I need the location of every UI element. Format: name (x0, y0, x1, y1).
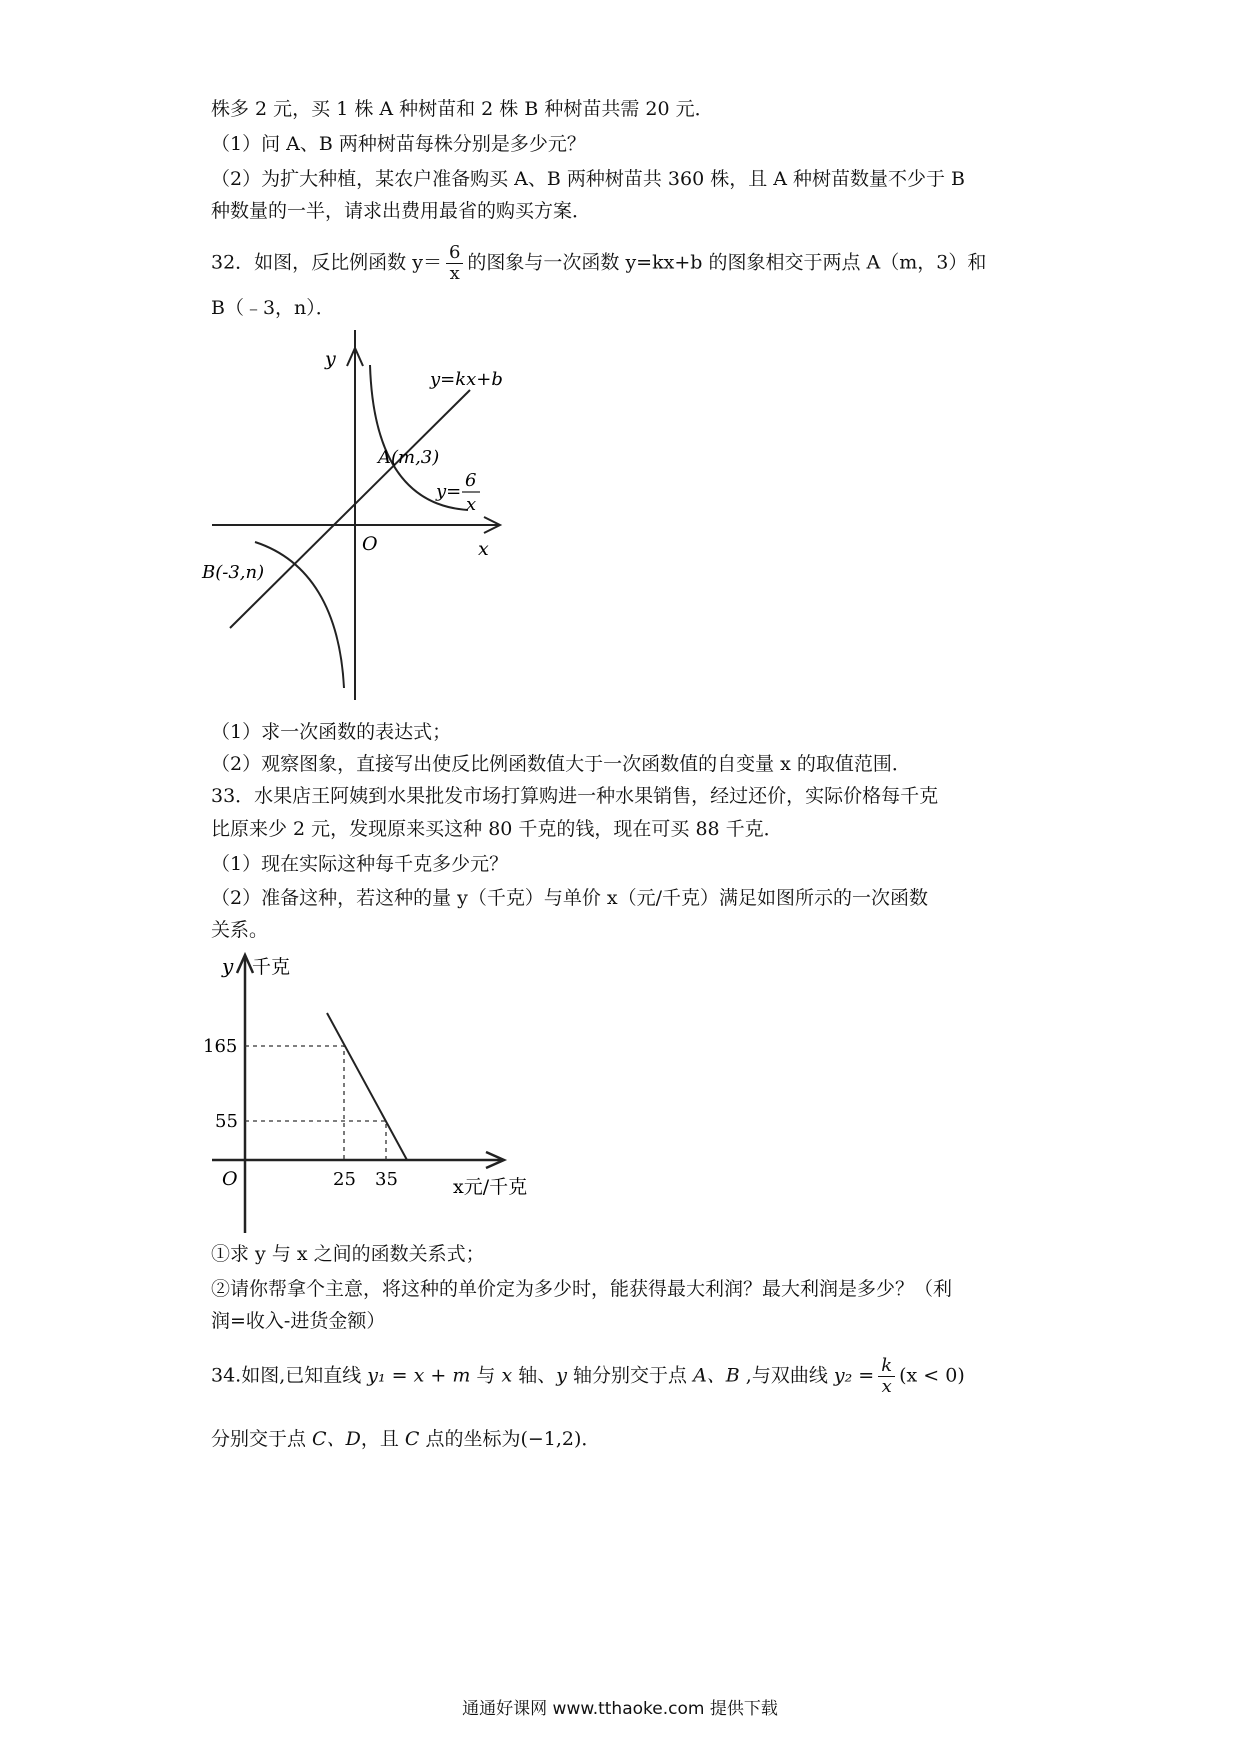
text-line: 比原来少 2 元，发现原来买这种 80 千克的钱，现在可买 88 千克． (211, 818, 783, 840)
fraction-numerator: k (878, 1356, 895, 1377)
hyperbola-branch-2 (255, 542, 344, 688)
hyperbola-label-denominator: x (466, 494, 477, 515)
y-axis-unit: 千克 (252, 956, 291, 978)
math-span: A、B (693, 1364, 740, 1387)
text-line: 润=收入-进货金额） (211, 1310, 386, 1332)
y-axis-label: y (325, 348, 336, 370)
text-span: 分别交于点 (211, 1428, 313, 1450)
text-span: ，且 (360, 1428, 405, 1450)
fraction-denominator: x (881, 1376, 892, 1397)
math-span: y₂ = (833, 1364, 875, 1387)
text-span: 轴分别交于点 (566, 1364, 694, 1387)
page-footer: 通通好课网 www.tthaoke.com 提供下载 (462, 1699, 778, 1719)
origin-label: O (362, 533, 378, 555)
point-b-label: B(-3,n) (202, 562, 265, 583)
point-a-label: A(m,3) (378, 447, 440, 468)
math-span: (x < 0) (899, 1364, 965, 1387)
question-33-part-2: （2）准备这种，若这种的量 y（千克）与单价 x（元/千克）满足如图所示的一次函数 (211, 887, 929, 909)
hyperbola-label-y: y= (436, 481, 462, 502)
question-31-part-2: （2）为扩大种植，某农户准备购买 A、B 两种树苗共 360 株，且 A 种树苗数量不少于 B (211, 168, 965, 190)
figure-inverse-function-graph (200, 330, 580, 710)
math-span: C (404, 1428, 420, 1450)
x-axis-label: x (478, 538, 489, 560)
text-line: 株多 2 元，买 1 株 A 种树苗和 2 株 B 种树苗共需 20 元． (211, 98, 714, 120)
figure-linear-relation-graph (200, 945, 560, 1235)
question-33-sub-2: ②请你帮拿个主意，将这种的单价定为多少时，能获得最大利润？最大利润是多少？（利 (211, 1278, 953, 1300)
y-tick-165: 165 (203, 1036, 238, 1057)
y-axis-label: y (222, 954, 234, 978)
text-line: 种数量的一半，请求出费用最省的购买方案． (211, 200, 592, 222)
question-34-stem (211, 1356, 965, 1397)
math-span: C、D (312, 1428, 361, 1450)
text-span: 32．如图，反比例函数 y＝ (211, 251, 442, 274)
guide-165 (245, 1046, 344, 1160)
text-line (211, 1426, 600, 1452)
math-span: y₁ = x + m (367, 1364, 471, 1387)
function-line (327, 1013, 407, 1160)
y-tick-55: 55 (215, 1111, 238, 1132)
question-33-sub-1: ①求 y 与 x 之间的函数关系式； (211, 1243, 485, 1265)
text-span: ,与双曲线 (739, 1364, 834, 1387)
text-line: 关系。 (211, 919, 269, 941)
question-32-part-1: （1）求一次函数的表达式； (211, 721, 452, 743)
fraction (446, 243, 463, 284)
origin-label: O (222, 1168, 238, 1190)
text-span: 34.如图,已知直线 (211, 1364, 368, 1387)
hyperbola-label-numerator: 6 (465, 470, 477, 491)
question-33-part-1: （1）现在实际这种每千克多少元？ (211, 853, 509, 875)
x-tick-35: 35 (375, 1169, 398, 1190)
fraction-denominator: x (449, 263, 460, 284)
math-span: x (501, 1364, 513, 1387)
linear-function-line (230, 390, 470, 628)
text-span: 与 (470, 1364, 502, 1387)
question-32-part-2: （2）观察图象，直接写出使反比例函数值大于一次函数值的自变量 x 的取值范围． (211, 753, 911, 775)
math-span: y (556, 1364, 567, 1387)
fraction (878, 1356, 895, 1397)
fraction-numerator: 6 (446, 243, 463, 264)
x-axis-label: x元/千克 (453, 1176, 528, 1198)
text-span: 的图象与一次函数 y=kx+b 的图象相交于两点 A（m，3）和 (467, 251, 987, 274)
text-span: 轴、 (512, 1364, 557, 1387)
linear-function-label: y=kx+b (430, 369, 503, 390)
text-line: B（﹣3，n）． (211, 297, 335, 319)
x-tick-25: 25 (333, 1169, 356, 1190)
question-32-stem (211, 243, 986, 284)
question-31-part-1: （1）问 A、B 两种树苗每株分别是多少元？ (211, 133, 586, 155)
text-span: 点的坐标为(−1,2)． (419, 1428, 601, 1450)
question-33-stem: 33．水果店王阿姨到水果批发市场打算购进一种水果销售，经过还价，实际价格每千克 (211, 785, 939, 807)
guide-55 (245, 1121, 386, 1160)
